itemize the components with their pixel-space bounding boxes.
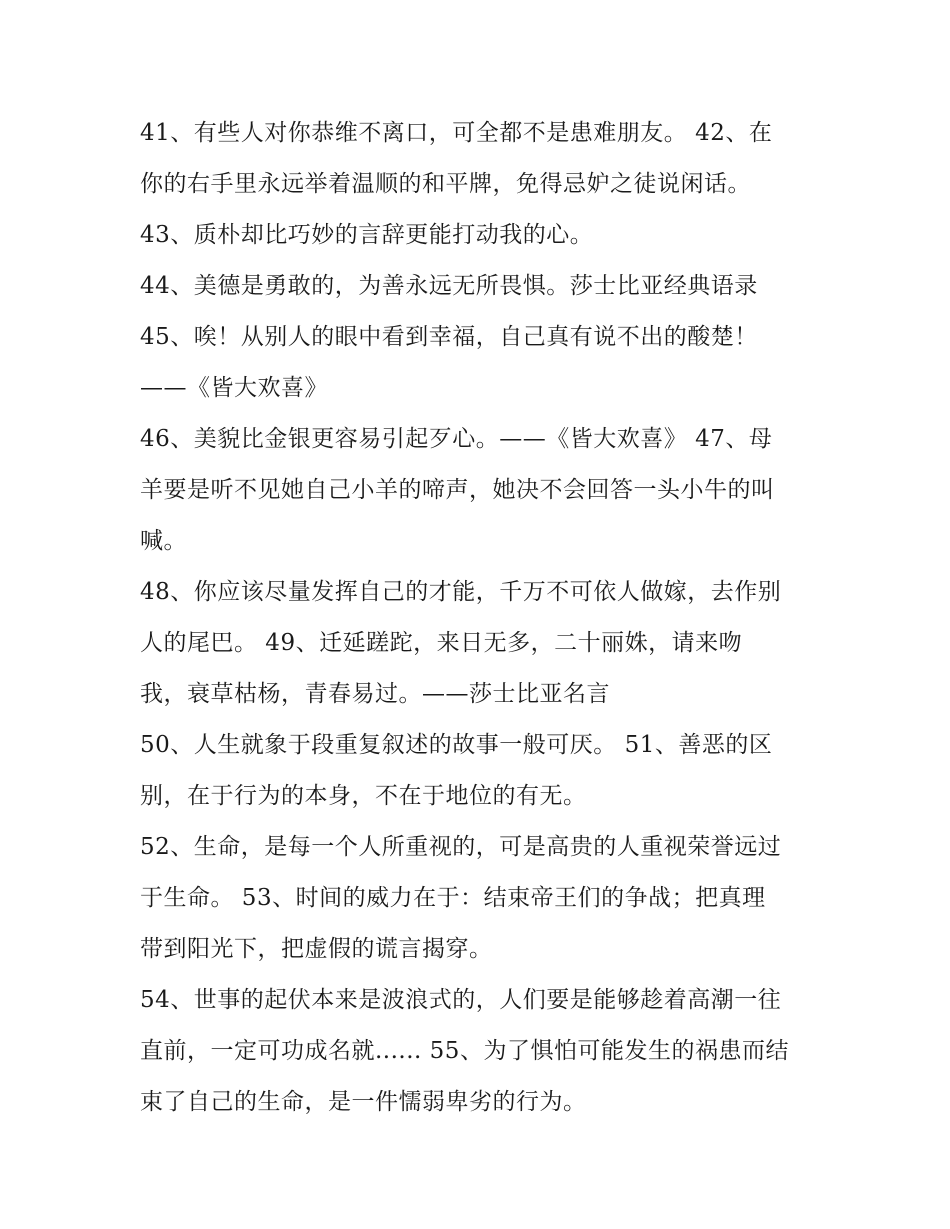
text-line: 54、世事的起伏本来是波浪式的，人们要是能够趁着高潮一往 — [140, 987, 782, 1013]
text-line: 46、美貌比金银更容易引起歹心。——《皆大欢喜》 47、母 — [140, 426, 773, 452]
text-line: 50、人生就象于段重复叙述的故事一般可厌。 51、善恶的区 — [140, 732, 773, 758]
text-line: 43、质朴却比巧妙的言辞更能打动我的心。 — [140, 222, 594, 248]
text-line: 41、有些人对你恭维不离口，可全都不是患难朋友。 42、在 — [140, 120, 773, 146]
text-line: 44、美德是勇敢的，为善永远无所畏惧。莎士比亚经典语录 — [140, 273, 758, 299]
text-line: 45、唉！从别人的眼中看到幸福，自己真有说不出的酸楚！ — [140, 324, 758, 350]
text-line: 于生命。 53、时间的威力在于：结束帝王们的争战；把真理 — [140, 885, 766, 911]
text-line: 52、生命，是每一个人所重视的，可是高贵的人重视荣誉远过 — [140, 834, 782, 860]
text-line: 直前，一定可功成名就...... 55、为了惧怕可能发生的祸患而结 — [140, 1038, 789, 1064]
text-line: 人的尾巴。 49、迁延蹉跎，来日无多，二十丽姝，请来吻 — [140, 630, 743, 656]
text-line: 我，衰草枯杨，青春易过。——莎士比亚名言 — [140, 681, 610, 707]
text-line: 别，在于行为的本身，不在于地位的有无。 — [140, 783, 587, 809]
text-line: 48、你应该尽量发挥自己的才能，千万不可依人做嫁，去作别 — [140, 579, 782, 605]
text-line: 你的右手里永远举着温顺的和平牌，免得忌妒之徒说闲话。 — [140, 171, 751, 197]
text-line: 喊。 — [140, 528, 187, 554]
text-line: ——《皆大欢喜》 — [140, 375, 328, 401]
text-line: 带到阳光下，把虚假的谎言揭穿。 — [140, 936, 493, 962]
text-line: 束了自己的生命，是一件懦弱卑劣的行为。 — [140, 1089, 587, 1115]
quote-text-block — [140, 108, 820, 1128]
text-line: 羊要是听不见她自己小羊的啼声，她决不会回答一头小牛的叫 — [140, 477, 775, 503]
